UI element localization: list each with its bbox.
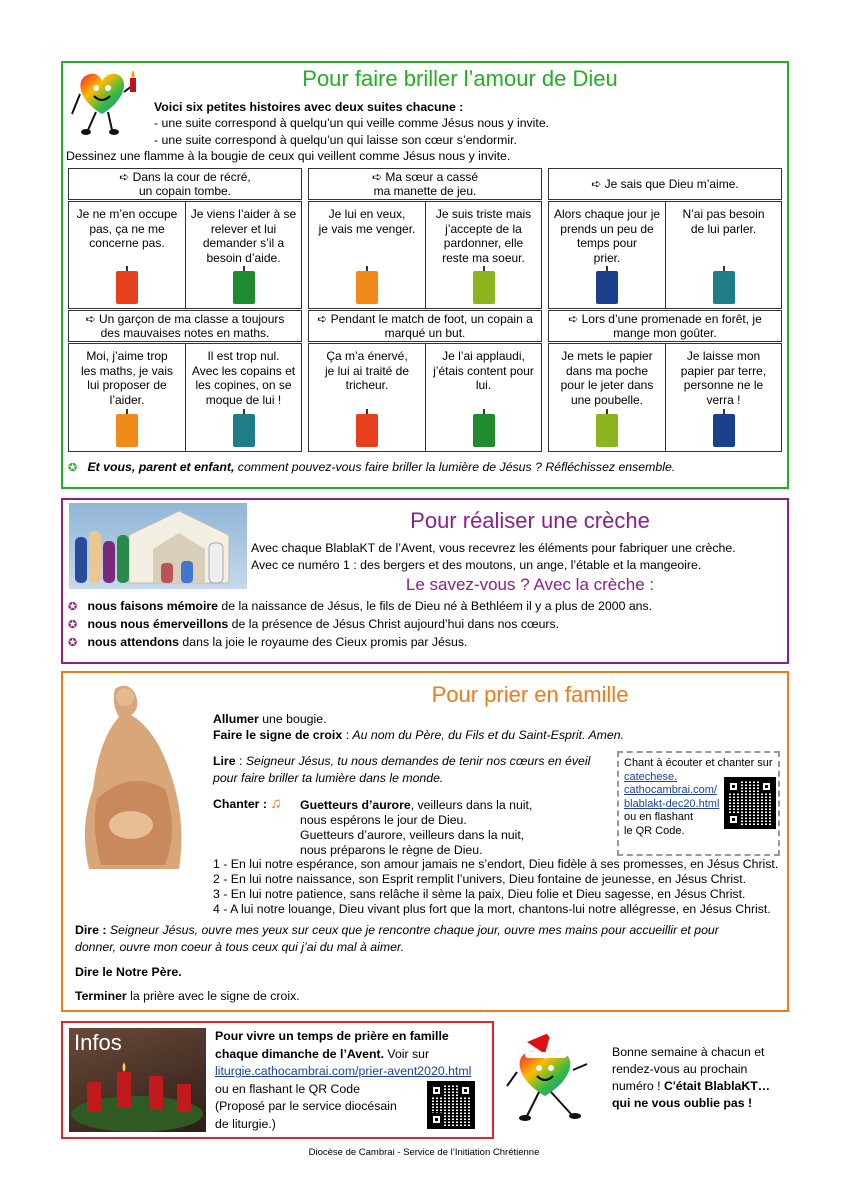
intro-bold: Voici six petites histoires avec deux suites chacune : (154, 100, 464, 114)
chant-line-1: Guetteurs d’aurore, veilleurs dans la nuit, (300, 798, 533, 812)
story-header: ➪ Ma sœur a cassé ma manette de jeu. (308, 168, 542, 200)
candle-icon[interactable] (596, 414, 618, 447)
creche-item-2: ✪ nous nous émerveillons de la présence de Jésus Christ aujourd’hui dans nos cœurs. (68, 617, 560, 631)
story-header: ➪ Pendant le match de foot, un copain a marqué un but. (308, 310, 542, 342)
santa-heart-mascot-image (505, 1030, 610, 1135)
candle-icon[interactable] (596, 271, 618, 304)
sign-of-cross-line: Faire le signe de croix : Au nom du Père, du Fils et du Saint-Esprit. Amen. (213, 728, 624, 742)
candle-icon[interactable] (713, 271, 735, 304)
story-answer-a: Je mets le papier dans ma poche pour le jeter dans une poubelle. (548, 343, 666, 452)
star-icon: ✪ (68, 601, 78, 613)
verse-2: 2 - En lui notre naissance, son Esprit remplit l’univers, Dieu fontaine de jeunesse, en Jésus Christ. (213, 872, 747, 886)
candle-icon[interactable] (473, 271, 495, 304)
our-father-line: Dire le Notre Père. (75, 965, 182, 979)
chant-line-3: Guetteurs d’aurore, veilleurs dans la nuit, (300, 828, 525, 842)
infos-text: Pour vivre un temps de prière en famille chaque dimanche de l’Avent. Voir sur liturgie.cathocambrai.com/prier-avent2020.html ou en flashant le QR Code (Proposé par le service diocésain de liturgie.) (215, 1029, 472, 1131)
catechese-link[interactable]: blablakt-dec20.html (624, 797, 720, 810)
star-icon: ✪ (68, 637, 78, 649)
verse-3: 3 - En lui notre patience, sans relâche il sème la paix, Dieu folie et Dieu sagesse, en Jésus Christ. (213, 887, 746, 901)
candle-icon[interactable] (116, 414, 138, 447)
story-answer-b: Je viens l’aider à se relever et lui demander s’il a besoin d’aide. (185, 201, 302, 309)
catechese-link[interactable]: cathocambrai.com/ (624, 784, 717, 796)
verse-4: 4 - A lui notre louange, Dieu vivant plus fort que la mort, chantons-lui notre allégresse, en Jésus Christ. (213, 902, 771, 916)
intro-line-2: - une suite correspond à quelqu’un qui laisse son cœur s’endormir. (154, 133, 517, 147)
section1-title: Pour faire briller l’amour de Dieu (302, 66, 618, 91)
catechese-link[interactable]: catechese. (624, 770, 678, 783)
goodbye-text: Bonne semaine à chacun et rendez-vous au prochain numéro ! C'était BlablaKT… qui ne vous oublie pas ! (612, 1045, 771, 1110)
section2-title: Pour réaliser une crèche (410, 508, 650, 533)
qr-code-icon[interactable] (724, 777, 776, 829)
story-answer-b: Je laisse mon papier par terre, personne ne le verra ! (665, 343, 782, 452)
candle-icon[interactable] (233, 271, 255, 304)
creche-item-3: ✪ nous attendons dans la joie le royaume des Cieux promis par Jésus. (68, 635, 468, 649)
story-header: ➪ Lors d’une promenade en forêt, je mange mon goûter. (548, 310, 782, 342)
chant-line-4: nous préparons le règne de Dieu. (300, 843, 483, 857)
chant-line-2: nous espérons le jour de Dieu. (300, 813, 467, 827)
creche-photo (69, 503, 247, 589)
intro-line-3: Dessinez une flamme à la bougie de ceux qui veillent comme Jésus nous y invite. (66, 149, 511, 163)
light-candle-line: Allumer une bougie. (213, 712, 327, 726)
candle-icon[interactable] (356, 414, 378, 447)
story-answer-a: Ça m’a énervé, je lui ai traité de tricheur. (308, 343, 426, 452)
heart-mascot-image (68, 64, 146, 142)
story-answer-a: Je ne m’en occupe pas, ça ne me concerne pas. (68, 201, 186, 309)
story-answer-a: Alors chaque jour je prends un peu de temps pour prier. (548, 201, 666, 309)
read-line: Lire : Seigneur Jésus, tu nous demandes de tenir nos cœurs en éveil (213, 754, 591, 768)
story-answer-a: Je lui en veux, je vais me venger. (308, 201, 426, 309)
story-header: ➪ Je sais que Dieu m’aime. (548, 168, 782, 200)
candle-icon[interactable] (473, 414, 495, 447)
qr-code-icon[interactable] (427, 1081, 475, 1129)
story-answer-b: Il est trop nul. Avec les copains et les copines, on se moque de lui ! (185, 343, 302, 452)
story-answer-b: Je suis triste mais j’accepte de la pardonner, elle reste ma soeur. (425, 201, 542, 309)
holy-family-statue-image (69, 679, 205, 879)
candle-icon[interactable] (356, 271, 378, 304)
verse-1: 1 - En lui notre espérance, son amour jamais ne s’endort, Dieu fidèle à ses promesses, en Jésus Christ. (213, 857, 779, 871)
creche-p1: Avec chaque BlablaKT de l’Avent, vous recevrez les éléments pour fabriquer une crèche. (251, 541, 736, 555)
liturgie-link[interactable]: liturgie.cathocambrai.com/prier-avent2020.html (215, 1064, 472, 1078)
candle-icon[interactable] (233, 414, 255, 447)
story-answer-b: Je l’ai applaudi, j’étais content pour lui. (425, 343, 542, 452)
story-header: ➪ Dans la cour de récré, un copain tombe. (68, 168, 302, 200)
star-icon: ✪ (68, 462, 78, 474)
sing-label: Chanter : ♫ (213, 795, 282, 812)
intro-line-1: - une suite correspond à quelqu’un qui veille comme Jésus nous y invite. (154, 116, 550, 130)
creche-subtitle: Le savez-vous ? Avec la crèche : (405, 575, 655, 594)
story-header: ➪ Un garçon de ma classe a toujours des mauvaises notes en maths. (68, 310, 302, 342)
candle-icon[interactable] (116, 271, 138, 304)
candle-icon[interactable] (713, 414, 735, 447)
infos-label: Infos (74, 1030, 122, 1055)
creche-item-1: ✪ nous faisons mémoire de la naissance de Jésus, le fils de Dieu né à Bethléem il y a plus de 2000 ans. (68, 599, 653, 613)
story-answer-a: Moi, j’aime trop les maths, je vais lui proposer de l’aider. (68, 343, 186, 452)
say-line-2: donner, ouvre mon coeur à tous ceux qui j’ai du mal à aimer. (75, 940, 405, 954)
music-note-icon: ♫ (270, 795, 282, 812)
footer: Diocèse de Cambrai - Service de l’Initiation Chrétienne (308, 1147, 540, 1158)
end-line: Terminer la prière avec le signe de croix. (75, 989, 300, 1003)
section3-title: Pour prier en famille (431, 682, 629, 707)
final-question: ✪ Et vous, parent et enfant, comment pouvez-vous faire briller la lumière de Jésus ? Réfléchissez ensemble. (68, 460, 676, 474)
qr-info-text: Chant à écouter et chanter sur catechese. cathocambrai.com/ blablakt-dec20.html ou en flashant le QR Code. (624, 757, 773, 837)
read-line-2: pour faire briller ta lumière dans le monde. (213, 771, 444, 785)
creche-p2: Avec ce numéro 1 : des bergers et des moutons, un ange, l’étable et la mangeoire. (251, 558, 702, 572)
say-line: Dire : Seigneur Jésus, ouvre mes yeux sur ceux que je rencontre chaque jour, ouvre mes mains pour accueillir et pour (75, 923, 719, 937)
star-icon: ✪ (68, 619, 78, 631)
story-answer-b: N’ai pas besoin de lui parler. (665, 201, 782, 309)
